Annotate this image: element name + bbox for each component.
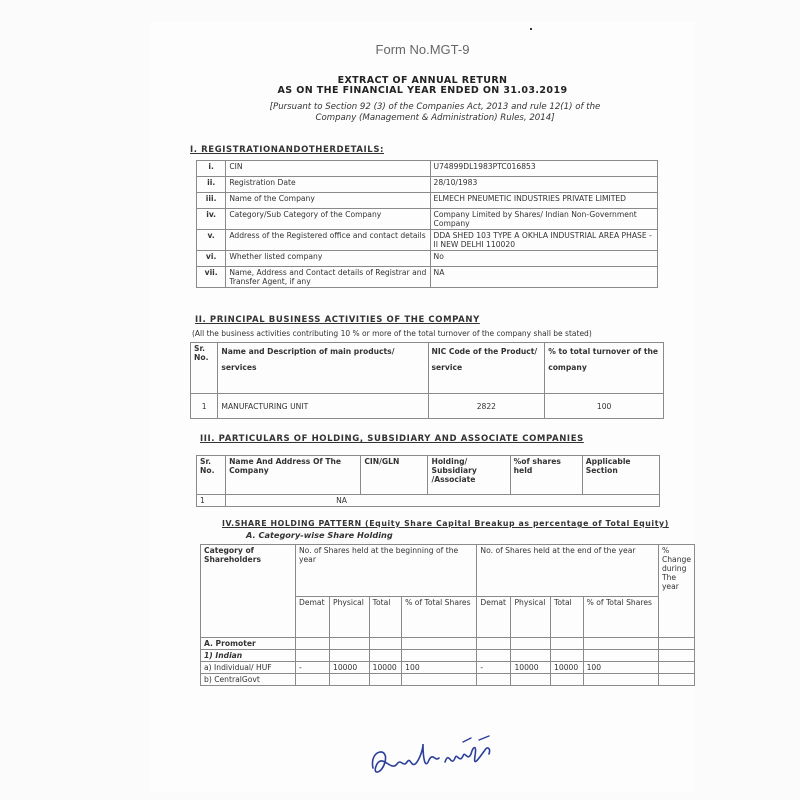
- cell-nic: 2822: [428, 394, 545, 419]
- sub-demat: Demat: [477, 597, 511, 638]
- col-product-name: Name and Description of main products/ services: [218, 343, 428, 394]
- col-holding: Holding/ Subsidiary /Associate: [428, 456, 510, 495]
- cell-product: MANUFACTURING UNIT: [218, 394, 428, 419]
- cell-number: vi.: [197, 251, 226, 267]
- cell-number: v.: [197, 230, 226, 251]
- table-row: [201, 662, 695, 674]
- table-row: [191, 394, 664, 419]
- cell-total: 10000: [369, 662, 402, 674]
- col-sr: Sr. No.: [197, 456, 226, 495]
- cell-total: 10000: [551, 662, 584, 674]
- cell-pct: 100: [583, 662, 658, 674]
- share-holding-table: [200, 544, 695, 686]
- sub-demat: Demat: [296, 597, 330, 638]
- table-header-row: [201, 545, 695, 597]
- table-row: [201, 674, 695, 686]
- col-shares-pct: %of shares held: [510, 456, 582, 495]
- section-2-heading: II. PRINCIPAL BUSINESS ACTIVITIES OF THE COMPANY: [195, 315, 480, 325]
- pursuant-line-1: [Pursuant to Section 92 (3) of the Companies Act, 2013 and rule 12(1) of the: [269, 102, 601, 112]
- cell-physical: 10000: [511, 662, 551, 674]
- table-row: [197, 230, 658, 251]
- table-header-row: [197, 456, 660, 495]
- cell-physical: 10000: [330, 662, 370, 674]
- row-central-govt-label: b) CentralGovt: [201, 674, 296, 686]
- document-title: EXTRACT OF ANNUAL RETURN: [337, 75, 508, 86]
- pursuant-note: [210, 102, 660, 124]
- table-row: [197, 161, 658, 177]
- cell-na: NA: [226, 495, 660, 507]
- cell-value: NA: [430, 267, 657, 288]
- cell-pct: 100: [402, 662, 477, 674]
- sub-pct: % of Total Shares: [402, 597, 477, 638]
- table-row: [197, 193, 658, 209]
- document-subtitle: AS ON THE FINANCIAL YEAR ENDED ON 31.03.2019: [277, 85, 568, 96]
- cell-sr: 1: [191, 394, 218, 419]
- cell-pct: 100: [545, 394, 664, 419]
- col-category: Category of Shareholders: [201, 545, 296, 638]
- form-number: Form No.MGT-9: [375, 42, 470, 57]
- row-indian: 1) Indian: [201, 650, 296, 662]
- section-2-note: (All the business activities contributing 10 % or more of the total turnover of the company shall be stated): [192, 329, 592, 338]
- sub-physical: Physical: [511, 597, 551, 638]
- cell-value: U74899DL1983PTC016853: [430, 161, 657, 177]
- col-change: % Change during The year: [658, 545, 694, 638]
- col-sr: Sr. No.: [191, 343, 218, 394]
- cell-value: 28/10/1983: [430, 177, 657, 193]
- table-header-row: [191, 343, 664, 394]
- col-end: No. of Shares held at the end of the year: [477, 545, 659, 597]
- cell-number: iv.: [197, 209, 226, 230]
- cell-label: Name, Address and Contact details of Registrar and Transfer Agent, if any: [226, 267, 430, 288]
- cell-label: Registration Date: [226, 177, 430, 193]
- sub-pct: % of Total Shares: [583, 597, 658, 638]
- cell-value: Company Limited by Shares/ Indian Non-Government Company: [430, 209, 657, 230]
- cell-label: Category/Sub Category of the Company: [226, 209, 430, 230]
- cell-value: DDA SHED 103 TYPE A OKHLA INDUSTRIAL AREA PHASE - II NEW DELHI 110020: [430, 230, 657, 251]
- col-cin: CIN/GLN: [361, 456, 428, 495]
- holding-companies-table: [196, 455, 660, 507]
- cell-demat: -: [296, 662, 330, 674]
- cell-sr: 1: [197, 495, 226, 507]
- cell-number: ii.: [197, 177, 226, 193]
- cell-label: Address of the Registered office and contact details: [226, 230, 430, 251]
- section-1-heading: I. REGISTRATIONANDOTHERDETAILS:: [190, 145, 385, 155]
- cell-demat: -: [477, 662, 511, 674]
- col-nic-code: NIC Code of the Product/ service: [428, 343, 545, 394]
- sub-total: Total: [551, 597, 584, 638]
- col-beginning: No. of Shares held at the beginning of the year: [296, 545, 477, 597]
- col-turnover-pct: % to total turnover of the company: [545, 343, 664, 394]
- cell-value: No: [430, 251, 657, 267]
- cell-number: vii.: [197, 267, 226, 288]
- cell-value: ELMECH PNEUMETIC INDUSTRIES PRIVATE LIMITED: [430, 193, 657, 209]
- cell-label: Whether listed company: [226, 251, 430, 267]
- table-row: [197, 251, 658, 267]
- row-individual-label: a) Individual/ HUF: [201, 662, 296, 674]
- registration-table: [196, 160, 658, 288]
- annual-return-page: [150, 22, 695, 792]
- sub-physical: Physical: [330, 597, 370, 638]
- section-3-heading: III. PARTICULARS OF HOLDING, SUBSIDIARY AND ASSOCIATE COMPANIES: [200, 434, 584, 444]
- row-promoter: A. Promoter: [201, 638, 296, 650]
- sub-total: Total: [369, 597, 402, 638]
- col-applicable-section: Applicable Section: [582, 456, 659, 495]
- business-activities-table: [190, 342, 664, 419]
- cell-number: i.: [197, 161, 226, 177]
- section-4-subheading: A. Category-wise Share Holding: [246, 530, 393, 540]
- table-row: [197, 177, 658, 193]
- table-row: [197, 267, 658, 288]
- cell-number: iii.: [197, 193, 226, 209]
- table-row: [197, 495, 660, 507]
- signature-image: [367, 728, 507, 798]
- table-row: [201, 650, 695, 662]
- section-4-heading: IV.SHARE HOLDING PATTERN (Equity Share Capital Breakup as percentage of Total Equity): [222, 519, 669, 528]
- table-row: [201, 638, 695, 650]
- col-company-name: Name And Address Of The Company: [226, 456, 361, 495]
- speck: [530, 28, 532, 30]
- pursuant-line-2: Company (Management & Administration) Rules, 2014]: [315, 113, 555, 123]
- cell-label: Name of the Company: [226, 193, 430, 209]
- table-row: [197, 209, 658, 230]
- cell-label: CIN: [226, 161, 430, 177]
